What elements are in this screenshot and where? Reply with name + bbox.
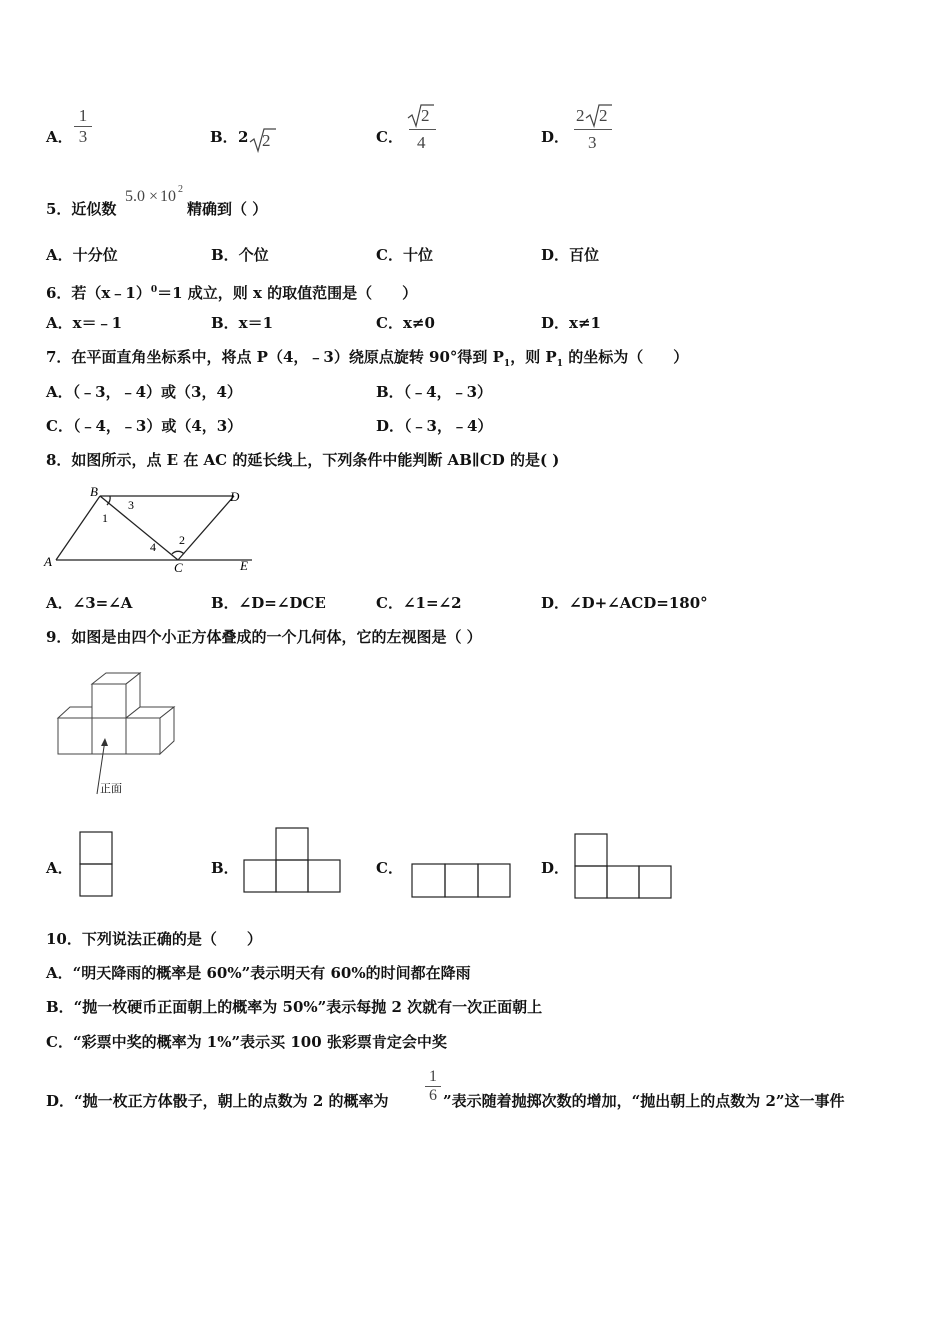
q10-d-numerator: 1 xyxy=(429,1068,437,1085)
q4-c-fraction-bar xyxy=(409,129,436,130)
q9-stem: 9．如图是由四个小正方体叠成的一个几何体，它的左视图是（ ） xyxy=(46,628,482,646)
q5-base: 10 xyxy=(160,188,176,205)
q6-option-c[interactable]: C．x≠0 xyxy=(376,314,435,332)
q9-option-d-figure[interactable] xyxy=(573,832,675,902)
q8-label-d: D xyxy=(230,489,240,504)
q6-option-b[interactable]: B．x＝1 xyxy=(211,314,274,332)
q10-d-denominator: 6 xyxy=(425,1086,441,1105)
q8-option-a[interactable]: A．∠3=∠A xyxy=(46,594,133,612)
q8-angle-1: 1 xyxy=(102,511,108,525)
q8-angle-2: 2 xyxy=(179,533,185,547)
q4-b-radicand: 2 xyxy=(262,131,271,150)
q5-suffix: 精确到（ ） xyxy=(187,200,268,218)
q9-figure-cubes xyxy=(50,670,185,800)
q9-option-b-label[interactable]: B． xyxy=(211,859,239,877)
q4-a-denominator: 3 xyxy=(74,126,92,147)
q8-label-a: A xyxy=(44,554,52,569)
q9-option-b-figure[interactable] xyxy=(242,826,344,896)
q6-stem-part-a: 6．若（x﹣1） xyxy=(46,284,151,302)
q9-option-d-label[interactable]: D． xyxy=(541,859,570,877)
q4-option-a-fraction[interactable] xyxy=(74,106,92,147)
q5-mantissa: 5.0 xyxy=(125,188,145,205)
q9-option-a-label[interactable]: A． xyxy=(46,859,73,877)
q6-stem-part-b: ＝1 成立，则 x 的取值范围是（ ） xyxy=(157,284,418,302)
q8-label-c: C xyxy=(174,560,183,575)
q4-d-denominator: 3 xyxy=(588,133,597,152)
q4-d-coefficient: 2 xyxy=(576,106,585,125)
q7-stem-part-a: 7．在平面直角坐标系中，将点 P（4，﹣3）绕原点旋转 90°得到 P xyxy=(46,348,504,366)
q4-d-fraction-bar xyxy=(574,129,612,130)
q7-stem xyxy=(46,347,688,374)
q8-option-d[interactable]: D．∠D+∠ACD=180° xyxy=(541,594,708,612)
q9-option-c-label[interactable]: C． xyxy=(376,859,403,877)
q10-option-d-fraction xyxy=(425,1068,441,1105)
q7-option-c[interactable]: C．（﹣4，﹣3）或（4，3） xyxy=(46,417,243,435)
q8-label-b: B xyxy=(90,484,98,499)
q9-option-c-figure[interactable] xyxy=(410,862,514,900)
q8-angle-3: 3 xyxy=(128,498,134,512)
q8-stem: 8．如图所示，点 E 在 AC 的延长线上，下列条件中能判断 AB∥CD 的是( ) xyxy=(46,451,560,469)
q4-option-a-label: A． xyxy=(46,128,73,146)
q8-label-e: E xyxy=(240,558,248,573)
q8-angle-4: 4 xyxy=(150,540,156,554)
q6-option-a[interactable]: A．x＝﹣1 xyxy=(46,314,123,332)
q7-subscript: 1 xyxy=(503,359,511,369)
q4-b-coefficient: 2 xyxy=(238,128,249,146)
q5-prefix: 5．近似数 xyxy=(46,200,117,218)
q8-option-c[interactable]: C．∠1=∠2 xyxy=(376,594,462,612)
q7-option-a[interactable]: A．（﹣3，﹣4）或（3，4） xyxy=(46,383,242,401)
q5-exponent: 2 xyxy=(178,184,183,195)
q4-option-d-label: D． xyxy=(541,128,570,146)
q8-option-b[interactable]: B．∠D=∠DCE xyxy=(211,594,326,612)
q4-d-radicand: 2 xyxy=(599,106,608,125)
q10-stem: 10．下列说法正确的是（ ） xyxy=(46,930,262,948)
q8-figure-parallelogram xyxy=(40,484,260,576)
q10-option-c[interactable]: C．“彩票中奖的概率为 1%”表示买 100 张彩票肯定会中奖 xyxy=(46,1033,447,1051)
q9-front-label: 正面 xyxy=(100,783,122,795)
q10-option-d-part-a: D．“抛一枚正方体骰子，朝上的点数为 2 的概率为 xyxy=(46,1092,389,1110)
q7-option-b[interactable]: B．（﹣4，﹣3） xyxy=(376,383,493,401)
q4-c-denominator: 4 xyxy=(417,133,426,152)
q7-option-d[interactable]: D．（﹣3，﹣4） xyxy=(376,417,493,435)
q4-c-radicand: 2 xyxy=(421,106,430,125)
q7-stem-part-b: ，则 P xyxy=(510,348,557,366)
q4-a-numerator: 1 xyxy=(78,106,88,125)
q5-option-b[interactable]: B．个位 xyxy=(211,246,269,264)
q4-option-c-label: C． xyxy=(376,128,403,146)
q5-option-c[interactable]: C．十位 xyxy=(376,246,433,264)
q4-option-b-label: B． xyxy=(210,128,238,146)
q7-subscript-2: 1 xyxy=(556,359,563,369)
q5-option-d[interactable]: D．百位 xyxy=(541,246,600,264)
q9-option-a-figure[interactable] xyxy=(78,830,116,898)
q10-option-d-part-b: ”表示随着抛掷次数的增加，“抛出朝上的点数为 2”这一事件 xyxy=(443,1092,845,1110)
q7-stem-part-c: 的坐标为（ ） xyxy=(562,348,689,366)
q6-option-d[interactable]: D．x≠1 xyxy=(541,314,601,332)
q6-stem xyxy=(46,280,417,303)
q5-option-a[interactable]: A．十分位 xyxy=(46,246,118,264)
q5-times: × xyxy=(149,188,159,205)
q6-exponent: 0 xyxy=(150,285,158,295)
q10-option-b[interactable]: B．“抛一枚硬币正面朝上的概率为 50%”表示每抛 2 次就有一次正面朝上 xyxy=(46,998,543,1016)
q10-option-a[interactable]: A．“明天降雨的概率是 60%”表示明天有 60%的时间都在降雨 xyxy=(46,964,471,982)
